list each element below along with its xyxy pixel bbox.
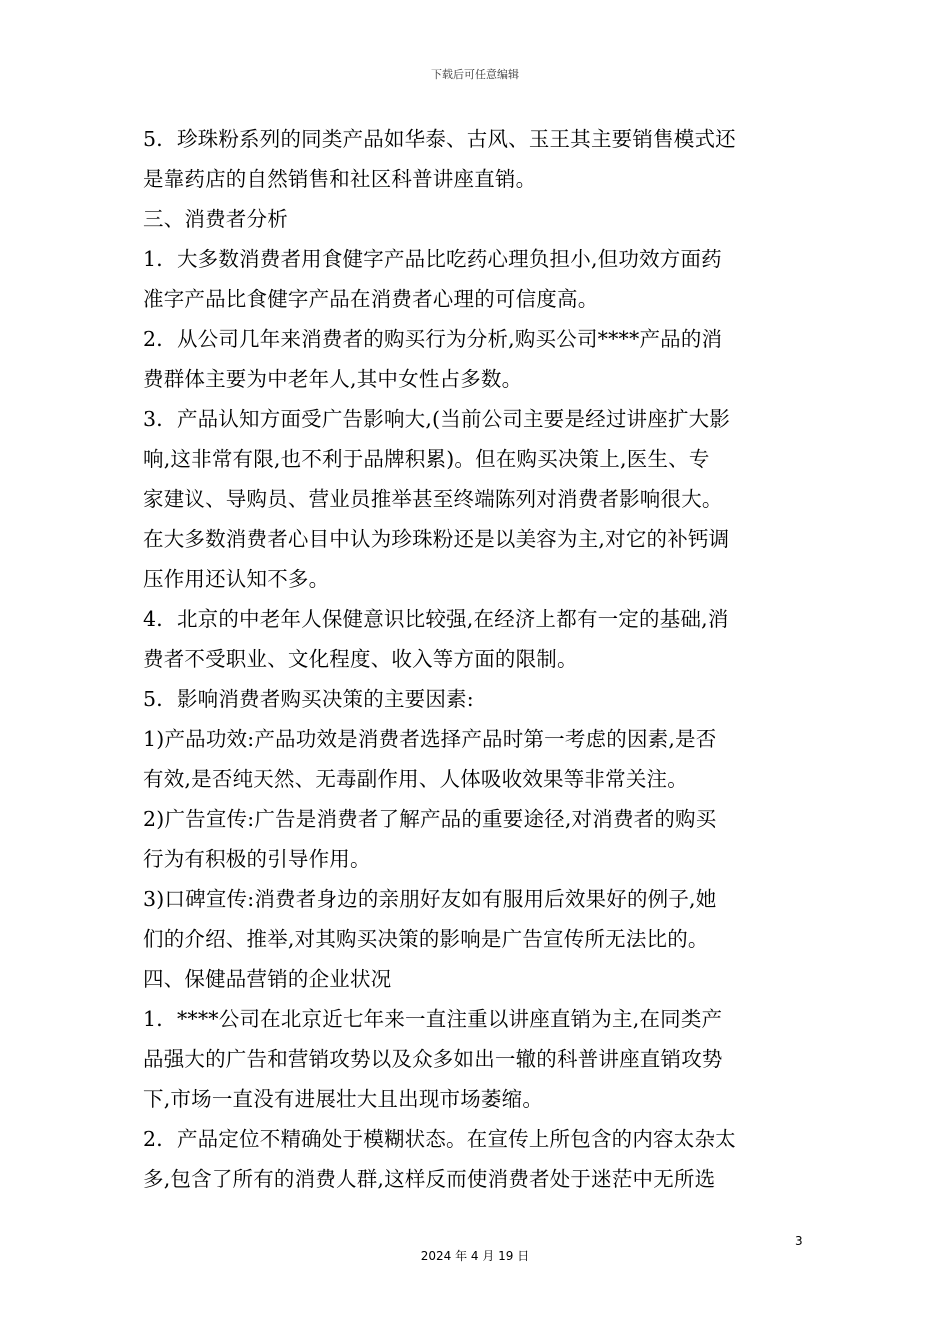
page-footer-date: 2024 年 4 月 19 日 <box>420 1249 530 1263</box>
text-line: 5．珍珠粉系列的同类产品如华泰、古风、玉王其主要销售模式还 <box>143 127 736 151</box>
text-line: 2．产品定位不精确处于模糊状态。在宣传上所包含的内容太杂太 <box>143 1127 736 1151</box>
page-header: 下载后可任意编辑 <box>431 68 519 81</box>
text-line: 4．北京的中老年人保健意识比较强,在经济上都有一定的基础,消 <box>143 607 729 631</box>
text-line: 压作用还认知不多。 <box>143 567 330 591</box>
text-line: 费者不受职业、文化程度、收入等方面的限制。 <box>143 647 578 671</box>
text-line: 是靠药店的自然销售和社区科普讲座直销。 <box>143 167 537 191</box>
text-line: 准字产品比食健字产品在消费者心理的可信度高。 <box>143 287 599 311</box>
text-line: 2)广告宣传:广告是消费者了解产品的重要途径,对消费者的购买 <box>143 807 717 831</box>
text-line: 在大多数消费者心目中认为珍珠粉还是以美容为主,对它的补钙调 <box>143 527 730 551</box>
page-number: 3 <box>795 1234 803 1248</box>
text-line: 费群体主要为中老年人,其中女性占多数。 <box>143 367 523 391</box>
text-line: 品强大的广告和营销攻势以及众多如出一辙的科普讲座直销攻势 <box>143 1047 723 1071</box>
text-line: 2．从公司几年来消费者的购买行为分析,购买公司****产品的消 <box>143 327 723 351</box>
text-line: 有效,是否纯天然、无毒副作用、人体吸收效果等非常关注。 <box>143 767 688 791</box>
section-heading: 三、消费者分析 <box>143 207 288 231</box>
text-line: 响,这非常有限,也不利于品牌积累)。但在购买决策上,医生、专 <box>143 447 710 471</box>
text-line: 们的介绍、推举,对其购买决策的影响是广告宣传所无法比的。 <box>143 927 709 951</box>
text-line: 家建议、导购员、营业员推举甚至终端陈列对消费者影响很大。 <box>143 487 723 511</box>
document-body <box>143 119 811 1199</box>
text-line: 3)口碑宣传:消费者身边的亲朋好友如有服用后效果好的例子,她 <box>143 887 717 911</box>
text-line: 下,市场一直没有进展壮大且出现市场萎缩。 <box>143 1087 544 1111</box>
text-line: 1．大多数消费者用食健字产品比吃药心理负担小,但功效方面药 <box>143 247 722 271</box>
text-line: 3．产品认知方面受广告影响大,(当前公司主要是经过讲座扩大影 <box>143 407 731 431</box>
text-line: 1)产品功效:产品功效是消费者选择产品时第一考虑的因素,是否 <box>143 727 717 751</box>
text-line: 5．影响消费者购买决策的主要因素: <box>143 687 474 711</box>
section-heading: 四、保健品营销的企业状况 <box>143 967 392 991</box>
text-line: 1．****公司在北京近七年来一直注重以讲座直销为主,在同类产 <box>143 1007 723 1031</box>
text-line: 多,包含了所有的消费人群,这样反而使消费者处于迷茫中无所选 <box>143 1167 716 1191</box>
text-line: 行为有积极的引导作用。 <box>143 847 371 871</box>
